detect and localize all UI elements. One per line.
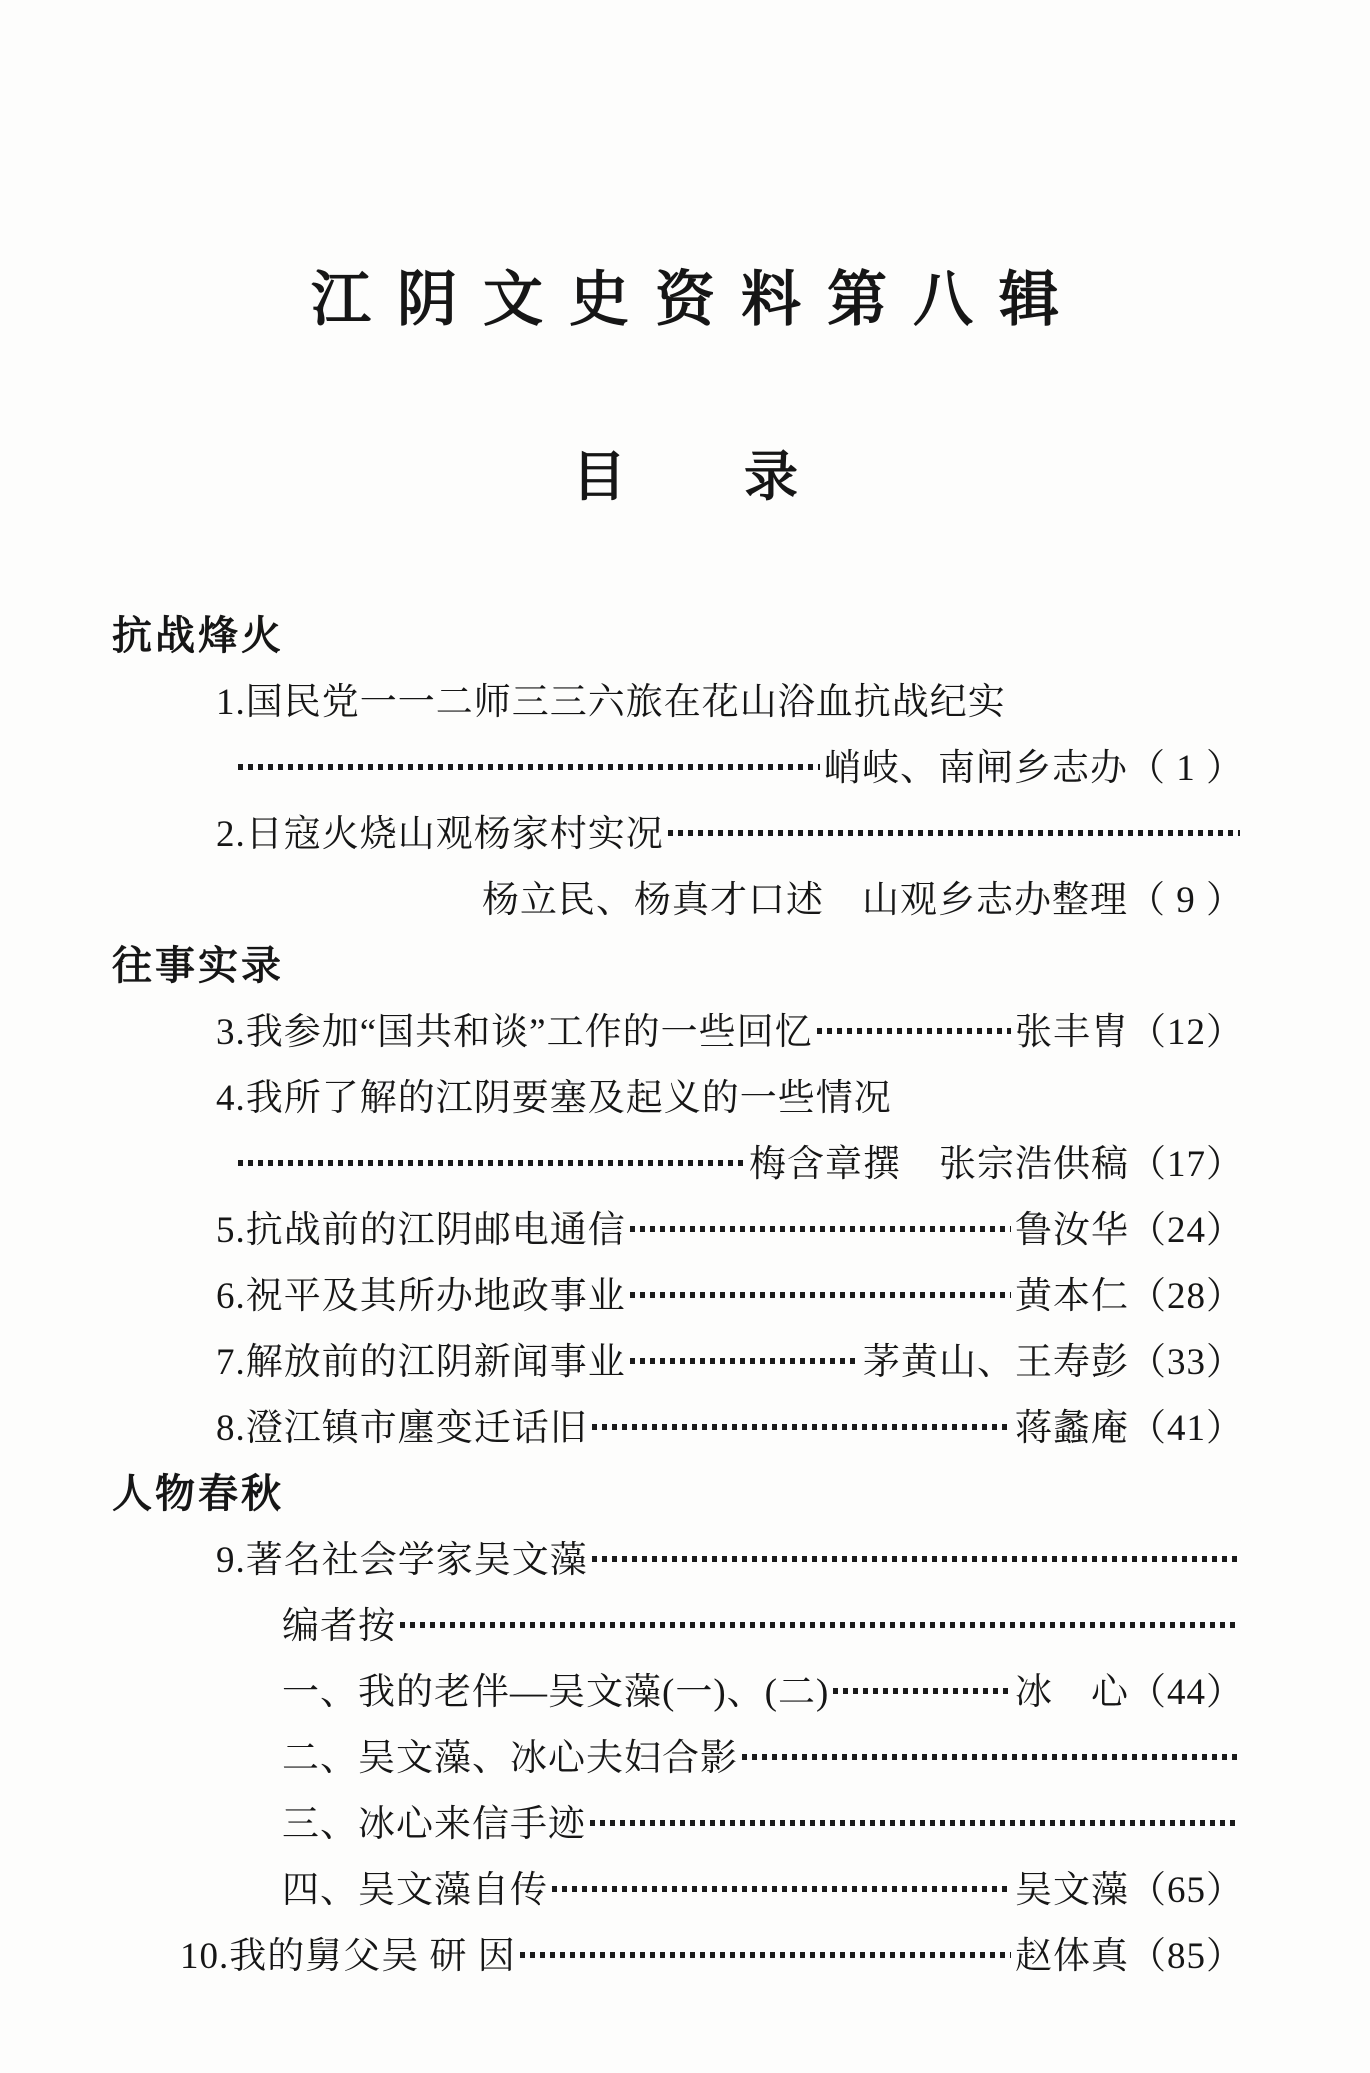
toc-entry-author: 冰 心 bbox=[1015, 1672, 1129, 1713]
toc-entry-author: 蒋蠡庵 bbox=[1015, 1408, 1129, 1449]
dotted-leader bbox=[590, 1820, 1240, 1826]
dotted-leader bbox=[630, 1226, 1011, 1232]
toc-entry-page-number: （ 9 ） bbox=[1128, 880, 1244, 921]
toc-entry-page-number: （85） bbox=[1129, 1936, 1244, 1977]
toc-entry-title: 6.祝平及其所办地政事业 bbox=[216, 1276, 626, 1317]
toc-entry-author: 杨立民、杨真才口述 山观乡志办整理 bbox=[482, 880, 1128, 921]
toc-entry-title: 三、冰心来信手迹 bbox=[282, 1804, 586, 1845]
toc-line bbox=[112, 1655, 1244, 1721]
dotted-leader bbox=[833, 1688, 1011, 1694]
toc-entry-author: 张丰胄 bbox=[1015, 1012, 1129, 1053]
dotted-leader bbox=[238, 1160, 745, 1166]
dotted-leader bbox=[630, 1358, 859, 1364]
toc-entry-title: 4.我所了解的江阴要塞及起义的一些情况 bbox=[216, 1078, 892, 1119]
dotted-leader bbox=[238, 764, 820, 770]
toc-entry-author: 吴文藻 bbox=[1015, 1870, 1129, 1911]
toc-entry-title: 四、吴文藻自传 bbox=[282, 1870, 548, 1911]
dotted-leader bbox=[742, 1754, 1240, 1760]
dotted-leader bbox=[400, 1622, 1240, 1628]
dotted-leader bbox=[668, 830, 1240, 836]
toc-entry-title: 5.抗战前的江阴邮电通信 bbox=[216, 1210, 626, 1251]
toc-entry-title: 1.国民党一一二师三三六旅在花山浴血抗战纪实 bbox=[216, 682, 1006, 723]
toc-entry-title: 7.解放前的江阴新闻事业 bbox=[216, 1342, 626, 1383]
toc-entry-page-number: （44） bbox=[1129, 1672, 1244, 1713]
toc-line bbox=[112, 1523, 1244, 1589]
table-of-contents bbox=[0, 599, 1370, 1985]
toc-heading-char-left: 目 bbox=[572, 447, 626, 507]
toc-line bbox=[112, 1127, 1244, 1193]
section-header: 往事实录 bbox=[112, 943, 284, 988]
toc-line bbox=[112, 1391, 1244, 1457]
dotted-leader bbox=[592, 1424, 1011, 1430]
toc-entry-title: 8.澄江镇市廛变迁话旧 bbox=[216, 1408, 588, 1449]
toc-line bbox=[112, 995, 1244, 1061]
section-header: 人物春秋 bbox=[112, 1471, 284, 1516]
toc-line bbox=[112, 1325, 1244, 1391]
toc-entry-author: 梅含章撰 张宗浩供稿 bbox=[749, 1144, 1129, 1185]
dotted-leader bbox=[552, 1886, 1011, 1892]
toc-entry-page-number: （17） bbox=[1129, 1144, 1244, 1185]
toc-entry-title: 二、吴文藻、冰心夫妇合影 bbox=[282, 1738, 738, 1779]
toc-heading bbox=[0, 434, 1370, 511]
toc-entry-title: 10.我的舅父吴 研 因 bbox=[180, 1936, 516, 1977]
toc-line bbox=[112, 1787, 1244, 1853]
toc-line bbox=[112, 1259, 1244, 1325]
dotted-leader bbox=[630, 1292, 1011, 1298]
dotted-leader bbox=[592, 1556, 1240, 1562]
toc-line bbox=[112, 1061, 1244, 1127]
toc-entry-page-number: （33） bbox=[1129, 1342, 1244, 1383]
toc-line bbox=[112, 1919, 1244, 1985]
section-header: 抗战烽火 bbox=[112, 613, 284, 658]
toc-line bbox=[112, 665, 1244, 731]
toc-entry-author: 赵体真 bbox=[1015, 1936, 1129, 1977]
toc-heading-char-right: 录 bbox=[744, 447, 798, 507]
dotted-leader bbox=[520, 1952, 1011, 1958]
toc-line bbox=[112, 863, 1244, 929]
toc-entry-author: 黄本仁 bbox=[1015, 1276, 1129, 1317]
toc-line bbox=[112, 1589, 1244, 1655]
toc-line bbox=[112, 1721, 1244, 1787]
toc-entry-page-number: （28） bbox=[1129, 1276, 1244, 1317]
toc-line bbox=[112, 731, 1244, 797]
document-title: 江阴文史资料第八辑 bbox=[311, 267, 1085, 333]
toc-entry-title: 2.日寇火烧山观杨家村实况 bbox=[216, 814, 664, 855]
toc-line bbox=[112, 1193, 1244, 1259]
toc-entry-author: 鲁汝华 bbox=[1015, 1210, 1129, 1251]
toc-entry-page-number: （65） bbox=[1129, 1870, 1244, 1911]
toc-entry-title: 3.我参加“国共和谈”工作的一些回忆 bbox=[216, 1012, 813, 1053]
toc-entry-title: 编者按 bbox=[282, 1606, 396, 1647]
toc-line bbox=[112, 797, 1244, 863]
toc-entry-page-number: （24） bbox=[1129, 1210, 1244, 1251]
toc-line bbox=[112, 1853, 1244, 1919]
dotted-leader bbox=[817, 1028, 1011, 1034]
toc-entry-title: 一、我的老伴—吴文藻(一)、(二) bbox=[282, 1672, 830, 1713]
toc-entry-page-number: （41） bbox=[1129, 1408, 1244, 1449]
toc-entry-title: 9.著名社会学家吴文藻 bbox=[216, 1540, 588, 1581]
toc-entry-page-number: （ 1 ） bbox=[1128, 748, 1244, 789]
toc-entry-author: 茅黄山、王寿彭 bbox=[863, 1342, 1129, 1383]
toc-entry-page-number: （12） bbox=[1129, 1012, 1244, 1053]
toc-entry-author: 峭岐、南闸乡志办 bbox=[824, 748, 1128, 789]
